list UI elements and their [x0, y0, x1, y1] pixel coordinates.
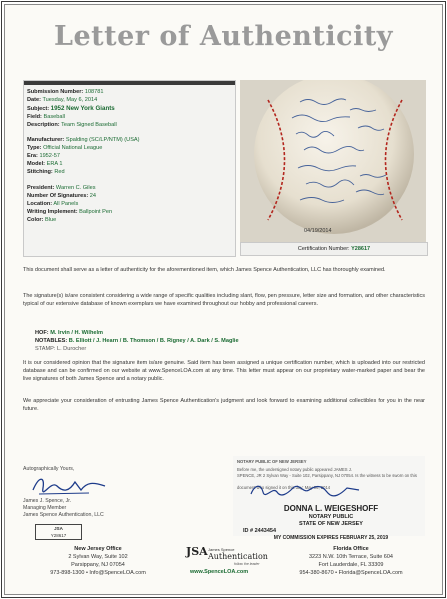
- certification-label: Certification Number:: [297, 246, 350, 252]
- details-header-bar: [24, 81, 235, 85]
- jsa-logo-brand: JSA: [186, 545, 208, 558]
- fl-address-2: Fort Lauderdale, FL 33309: [318, 562, 384, 568]
- notary-header: NOTARY PUBLIC OF NEW JERSEY: [237, 459, 307, 464]
- spence-signature: [29, 474, 109, 498]
- notary-stamp-id: ID # 2443454: [243, 528, 277, 534]
- certification-bar: [240, 242, 428, 256]
- closing-text: Autographically Yours,: [23, 466, 75, 472]
- certification-number: Y28617: [351, 246, 371, 252]
- notables-line: NOTABLES: B. Elliott / J. Hearn / B. Thomson / B. Rigney / A. Dark / S. Maglie: [35, 338, 239, 344]
- type-row: Type: Official National League: [27, 145, 103, 151]
- signatures-row: Number Of Signatures: 24: [27, 193, 97, 199]
- jsa-certificate-badge: [35, 524, 82, 540]
- notary-stamp-expires: MY COMMISSION EXPIRES FEBRUARY 25, 2019: [273, 535, 389, 541]
- jsa-logo-web: www.SpenceLOA.com: [190, 569, 249, 575]
- item-details-box: [23, 80, 236, 257]
- submission-row: Submission Number: 108781: [27, 89, 104, 95]
- fl-office-title: Florida Office: [333, 546, 369, 552]
- model-row: Model: ERA 1: [27, 161, 63, 167]
- paragraph-2: The signature(s) is/are consistent considering a wide range of specific qualities including slant, flow, pen pressure, letter size and formation, and other characteristics typical of our extensive database of known exemplars we have examined throughout our hobby and professional careers.: [23, 293, 425, 307]
- footer-nj-office: [23, 545, 173, 577]
- description-row: Description: Team Signed Baseball: [27, 122, 117, 128]
- jsa-logo-line3: follow the leader: [234, 562, 260, 566]
- signer-company: James Spence Authentication, LLC: [23, 512, 104, 518]
- notary-signature: [247, 480, 367, 500]
- notables-block: [35, 329, 425, 353]
- jsa-badge-brand: JSA: [54, 526, 63, 531]
- jsa-badge-number: Y28617: [50, 533, 67, 538]
- stamp-line: STAMP: L. Durocher: [35, 346, 87, 352]
- paragraph-3: It is our considered opinion that the signature item is/are genuine. Said item has been assigned a unique certification number, which is uploaded into our restricted database and can be confirmed on our website at www.SpenceLOA.com at any time. This letter must appear on our proprietary water-marked paper and bear the live signatures of both James Spence and a notary public.: [23, 360, 425, 382]
- letter-title: Letter of Authenticity: [53, 21, 393, 52]
- color-row: Color: Blue: [27, 217, 57, 223]
- paragraph-4: We appreciate your consideration of entrusting James Spence Authentication's judgment and look forward to examining additional collectibles for you in the near future.: [23, 398, 425, 412]
- era-row: Era: 1952-57: [27, 153, 60, 159]
- jsa-logo-line2: Authentication: [208, 552, 268, 561]
- subject-row: Subject: 1952 New York Giants: [27, 105, 115, 112]
- notary-stamp-name: DONNA L. WEIGESHOFF: [283, 504, 379, 513]
- baseball-photo: [240, 80, 426, 242]
- location-row: Location: All Panels: [27, 201, 79, 207]
- nj-address-1: 2 Sylvan Way, Suite 102: [68, 554, 128, 560]
- notary-text-2: SPENCE, JR 2 Sylvan Way - Suite 102, Parsippany, NJ 07054. Is the witness to be sworn on this: [237, 473, 417, 478]
- field-row: Field: Baseball: [27, 114, 65, 120]
- nj-contact: 973-898-1300 • Info@SpenceLOA.com: [50, 570, 146, 576]
- notary-text-3: document who signed it on this day: May 06, 2014: [237, 485, 331, 490]
- photo-date-stamp: 04/19/2014: [304, 228, 332, 234]
- baseball-image: [240, 80, 426, 242]
- signer-name: James J. Spence, Jr.: [23, 498, 72, 504]
- hof-line: HOF: M. Irvin / H. Wilhelm: [35, 330, 104, 336]
- date-row: Date: Tuesday, May 6, 2014: [27, 97, 98, 103]
- paragraph-1: This document shall serve as a letter of authenticity for the aforementioned item, which James Spence Authentication, LLC has thoroughly examined.: [23, 267, 386, 273]
- implement-row: Writing Implement: Ballpoint Pen: [27, 209, 113, 215]
- notary-text-1: Before me, the undersigned notary public appeared JAMES J.: [237, 467, 352, 472]
- manufacturer-row: Manufacturer: Spalding (SC/LP/NTM) (USA): [27, 137, 140, 143]
- jsa-logo: [184, 545, 266, 579]
- spence-signature-block: [23, 466, 193, 519]
- notary-stamp: [243, 504, 419, 534]
- fl-contact: 954-380-8670 • Florida@SpenceLOA.com: [299, 570, 403, 576]
- fl-address-1: 3223 N.W. 10th Terrace, Suite 604: [309, 554, 393, 560]
- notary-stamp-title: NOTARY PUBLIC: [308, 514, 354, 520]
- signer-role: Managing Member: [23, 505, 67, 511]
- footer-fl-office: [276, 545, 426, 577]
- nj-office-title: New Jersey Office: [74, 546, 122, 552]
- president-row: President: Warren C. Giles: [27, 185, 96, 191]
- stitching-row: Stitching: Red: [27, 169, 65, 175]
- notary-stamp-state: STATE OF NEW JERSEY: [299, 521, 363, 527]
- jsa-logo-line1: James Spence: [208, 547, 235, 552]
- nj-address-2: Parsippany, NJ 07054: [71, 562, 125, 568]
